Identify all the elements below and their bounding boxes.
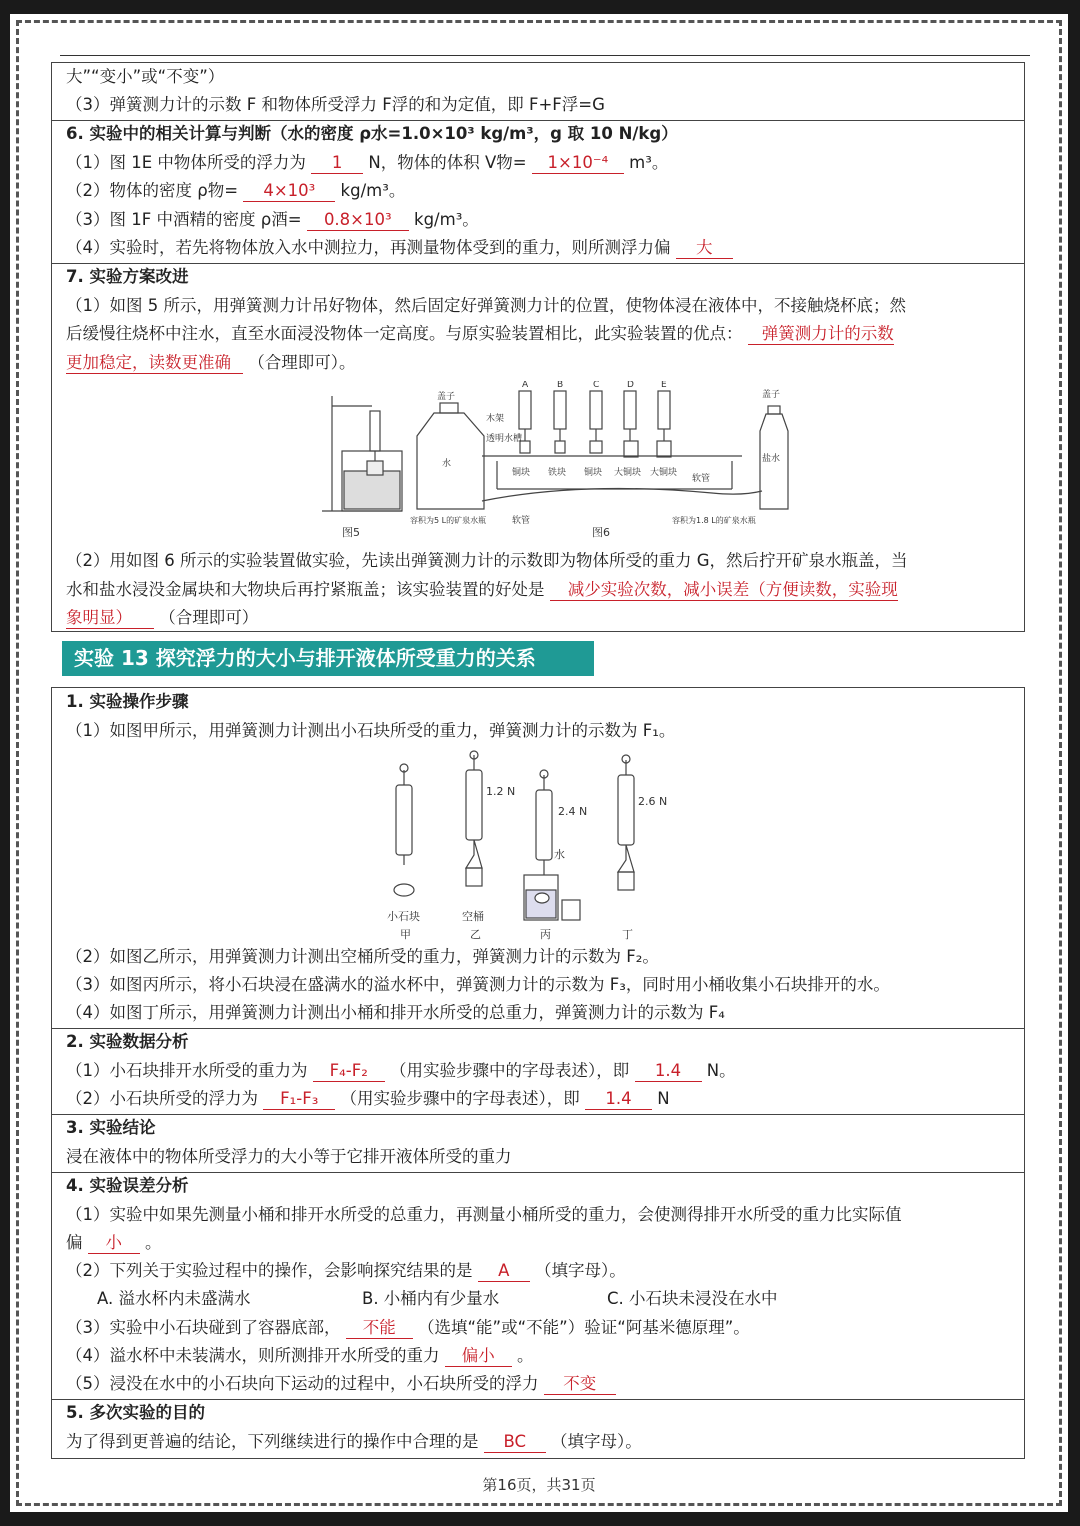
- section-heading: 6. 实验中的相关计算与判断（水的密度 ρ水=1.0×10³ kg/m³，g 取 10 N/kg）: [66, 124, 678, 143]
- fig-label: 铜块: [584, 468, 603, 478]
- answer: 偏小: [445, 1346, 512, 1367]
- answer: 象明显）: [66, 608, 154, 629]
- text: 。: [517, 1346, 534, 1365]
- text: kg/m³。: [340, 181, 406, 200]
- text-line: [66, 1260, 626, 1282]
- section-2: [52, 1028, 1024, 1029]
- fig-caption: 甲: [400, 928, 411, 940]
- fig-caption: 容积为1.8 L的矿泉水瓶: [672, 516, 756, 525]
- option-b: B. 小桶内有少量水: [362, 1289, 500, 1308]
- section-heading: 3. 实验结论: [66, 1118, 156, 1137]
- text: 偏: [66, 1233, 83, 1252]
- fig-label: 盐水: [762, 454, 781, 464]
- fig-letter: C: [593, 381, 600, 390]
- text: （用实验步骤中的字母表述），即: [340, 1089, 580, 1108]
- text-line: [66, 1345, 534, 1367]
- text: （填字母）。: [535, 1261, 626, 1280]
- reading-label: 1.2 N: [486, 785, 516, 798]
- reading-label: 2.6 N: [638, 795, 668, 808]
- fig-label: 水: [442, 459, 452, 469]
- text: 。: [145, 1233, 162, 1252]
- answer: 1.4: [585, 1089, 652, 1110]
- lower-table: [51, 687, 1025, 1459]
- upper-table: [51, 62, 1025, 632]
- page-number: 第16页，共31页: [482, 1476, 596, 1494]
- text-line: 大”“变小”或“不变”）: [66, 67, 225, 86]
- section-heading: 1. 实验操作步骤: [66, 692, 189, 711]
- text-line: （3）弹簧测力计的示数 F 和物体所受浮力 F浮的和为定值，即 F+F浮=G: [66, 95, 605, 114]
- answer: 小: [88, 1233, 140, 1254]
- page: [10, 14, 1068, 1512]
- text-line: [66, 1373, 616, 1395]
- text: （1）图 1E 中物体所受的浮力为: [66, 153, 306, 172]
- section-7: [52, 263, 1024, 264]
- fig-label: 木架: [486, 414, 505, 424]
- answer: A: [478, 1261, 530, 1282]
- fig-title: 图6: [592, 526, 610, 539]
- answer: 1×10⁻⁴: [532, 153, 624, 174]
- text-line: [66, 1232, 162, 1254]
- section-6: [52, 120, 1024, 121]
- fig-letter: D: [627, 381, 634, 390]
- reading-label: 2.4 N: [558, 805, 588, 818]
- question-line: [66, 209, 479, 231]
- fig-caption: 乙: [470, 928, 481, 940]
- fig-label: 水: [554, 848, 565, 861]
- text: kg/m³。: [414, 210, 479, 229]
- text-line: （2）用如图 6 所示的实验装置做实验，先读出弹簧测力计的示数即为物体所受的重力 G，然后拧开矿泉水瓶盖，当: [66, 551, 908, 570]
- fig-caption: 容积为5 L的矿泉水瓶: [410, 516, 487, 525]
- text: （选填“能”或“不能”）验证“阿基米德原理”。: [418, 1318, 750, 1337]
- text: （填字母）。: [551, 1432, 642, 1451]
- text-line: （1）如图甲所示，用弹簧测力计测出小石块所受的重力，弹簧测力计的示数为 F₁。: [66, 721, 676, 740]
- fig-caption: 丁: [622, 928, 633, 940]
- fig-label: 软管: [692, 474, 711, 484]
- figure-experiment-13: [382, 750, 682, 940]
- section-5: [52, 1399, 1024, 1400]
- fig-label: 透明水槽: [486, 434, 523, 444]
- answer: 减少实验次数，减小误差（方便读数，实验现: [550, 580, 898, 601]
- fig-label: 空桶: [462, 910, 484, 923]
- answer: 4×10³: [243, 181, 335, 202]
- answer: 1: [311, 153, 363, 174]
- text: N: [657, 1089, 670, 1108]
- fig-label: 铁块: [548, 468, 567, 478]
- fig-label: 大铜块: [614, 468, 642, 478]
- text-line: [66, 579, 898, 601]
- fig-label: 大铜块: [650, 468, 678, 478]
- text: 水和盐水浸没金属块和大物块后再拧紧瓶盖；该实验装置的好处是: [66, 580, 545, 599]
- text: （4）溢水杯中未装满水，则所测排开水所受的重力: [66, 1346, 440, 1365]
- text: （3）实验中小石块碰到了容器底部，: [66, 1318, 341, 1337]
- answer: 0.8×10³: [307, 210, 409, 231]
- fig-letter: B: [557, 381, 564, 390]
- answer: 不变: [544, 1374, 616, 1395]
- section-3: [52, 1114, 1024, 1115]
- text: N。: [706, 1061, 736, 1080]
- text: （2）小石块所受的浮力为: [66, 1089, 258, 1108]
- text: （1）小石块排开水所受的重力为: [66, 1061, 308, 1080]
- section-heading: 2. 实验数据分析: [66, 1032, 189, 1051]
- text: （用实验步骤中的字母表述），即: [390, 1061, 630, 1080]
- text-line: [66, 1317, 750, 1339]
- fig-label: 铜块: [512, 468, 531, 478]
- text-line: （4）如图丁所示，用弹簧测力计测出小桶和排开水所受的总重力，弹簧测力计的示数为 F₄: [66, 1003, 725, 1022]
- text-line: [66, 1431, 642, 1453]
- text: （3）图 1F 中酒精的密度 ρ酒=: [66, 210, 302, 229]
- answer: 1.4: [635, 1061, 702, 1082]
- text: 后缓慢往烧杯中注水，直至水面浸没物体一定高度。与原实验装置相比，此实验装置的优点：: [66, 324, 743, 343]
- text-line: [66, 352, 356, 374]
- text-line: （1）实验中如果先测量小桶和排开水所受的总重力，再测量小桶所受的重力，会使测得排开水所受的重力比实际值: [66, 1205, 902, 1224]
- fig-title: 图5: [342, 526, 360, 539]
- text-line: 浸在液体中的物体所受浮力的大小等于它排开液体所受的重力: [66, 1147, 512, 1166]
- text: （2）物体的密度 ρ物=: [66, 181, 239, 200]
- answer: 不能: [346, 1318, 413, 1339]
- fig-label: 盖子: [437, 392, 456, 402]
- fig-letter: A: [522, 381, 529, 390]
- fig-label: 软管: [512, 516, 531, 526]
- figure-5-6: [322, 381, 792, 539]
- text: （合理即可）。: [248, 353, 356, 372]
- text-line: [66, 607, 258, 629]
- text: （合理即可）: [159, 608, 259, 627]
- text: （2）下列关于实验过程中的操作，会影响探究结果的是: [66, 1261, 473, 1280]
- fig-caption: 丙: [540, 928, 551, 940]
- text-line: [66, 1060, 736, 1082]
- text-line: [66, 323, 894, 345]
- section-heading: 5. 多次实验的目的: [66, 1403, 205, 1422]
- fig-label: 盖子: [762, 390, 781, 400]
- question-line: [66, 180, 405, 202]
- text: 为了得到更普遍的结论，下列继续进行的操作中合理的是: [66, 1432, 479, 1451]
- text-line: （1）如图 5 所示，用弹簧测力计吊好物体，然后固定好弹簧测力计的位置，使物体浸在液体中，不接触烧杯底；然: [66, 296, 906, 315]
- option-a: A. 溢水杯内未盛满水: [97, 1289, 251, 1308]
- text: （4）实验时，若先将物体放入水中测拉力，再测量物体受到的重力，则所测浮力偏: [66, 238, 671, 257]
- question-line: [66, 152, 668, 174]
- answer: 更加稳定，读数更准确: [66, 353, 243, 374]
- header-rule: [60, 55, 1030, 56]
- fig-label: 小石块: [387, 910, 420, 923]
- answer: BC: [484, 1432, 546, 1453]
- text: N，物体的体积 V物=: [368, 153, 527, 172]
- text-line: （2）如图乙所示，用弹簧测力计测出空桶所受的重力，弹簧测力计的示数为 F₂。: [66, 947, 659, 966]
- text-line: [66, 1088, 670, 1110]
- section-4: [52, 1172, 1024, 1173]
- fig-letter: E: [661, 381, 667, 390]
- answer: 大: [676, 238, 733, 259]
- option-c: C. 小石块未浸没在水中: [607, 1289, 778, 1308]
- section-heading: 7. 实验方案改进: [66, 267, 189, 286]
- text: （5）浸没在水中的小石块向下运动的过程中，小石块所受的浮力: [66, 1374, 539, 1393]
- text: m³。: [629, 153, 669, 172]
- text-line: （3）如图丙所示，将小石块浸在盛满水的溢水杯中，弹簧测力计的示数为 F₃，同时用小桶收集小石块排开的水。: [66, 975, 890, 994]
- answer: F₁-F₃: [263, 1089, 335, 1110]
- question-line: [66, 237, 733, 259]
- answer: 弹簧测力计的示数: [748, 324, 894, 345]
- answer: F₄-F₂: [313, 1061, 385, 1082]
- section-heading: 4. 实验误差分析: [66, 1176, 189, 1195]
- experiment-banner: 实验 13 探究浮力的大小与排开液体所受重力的关系: [62, 641, 594, 676]
